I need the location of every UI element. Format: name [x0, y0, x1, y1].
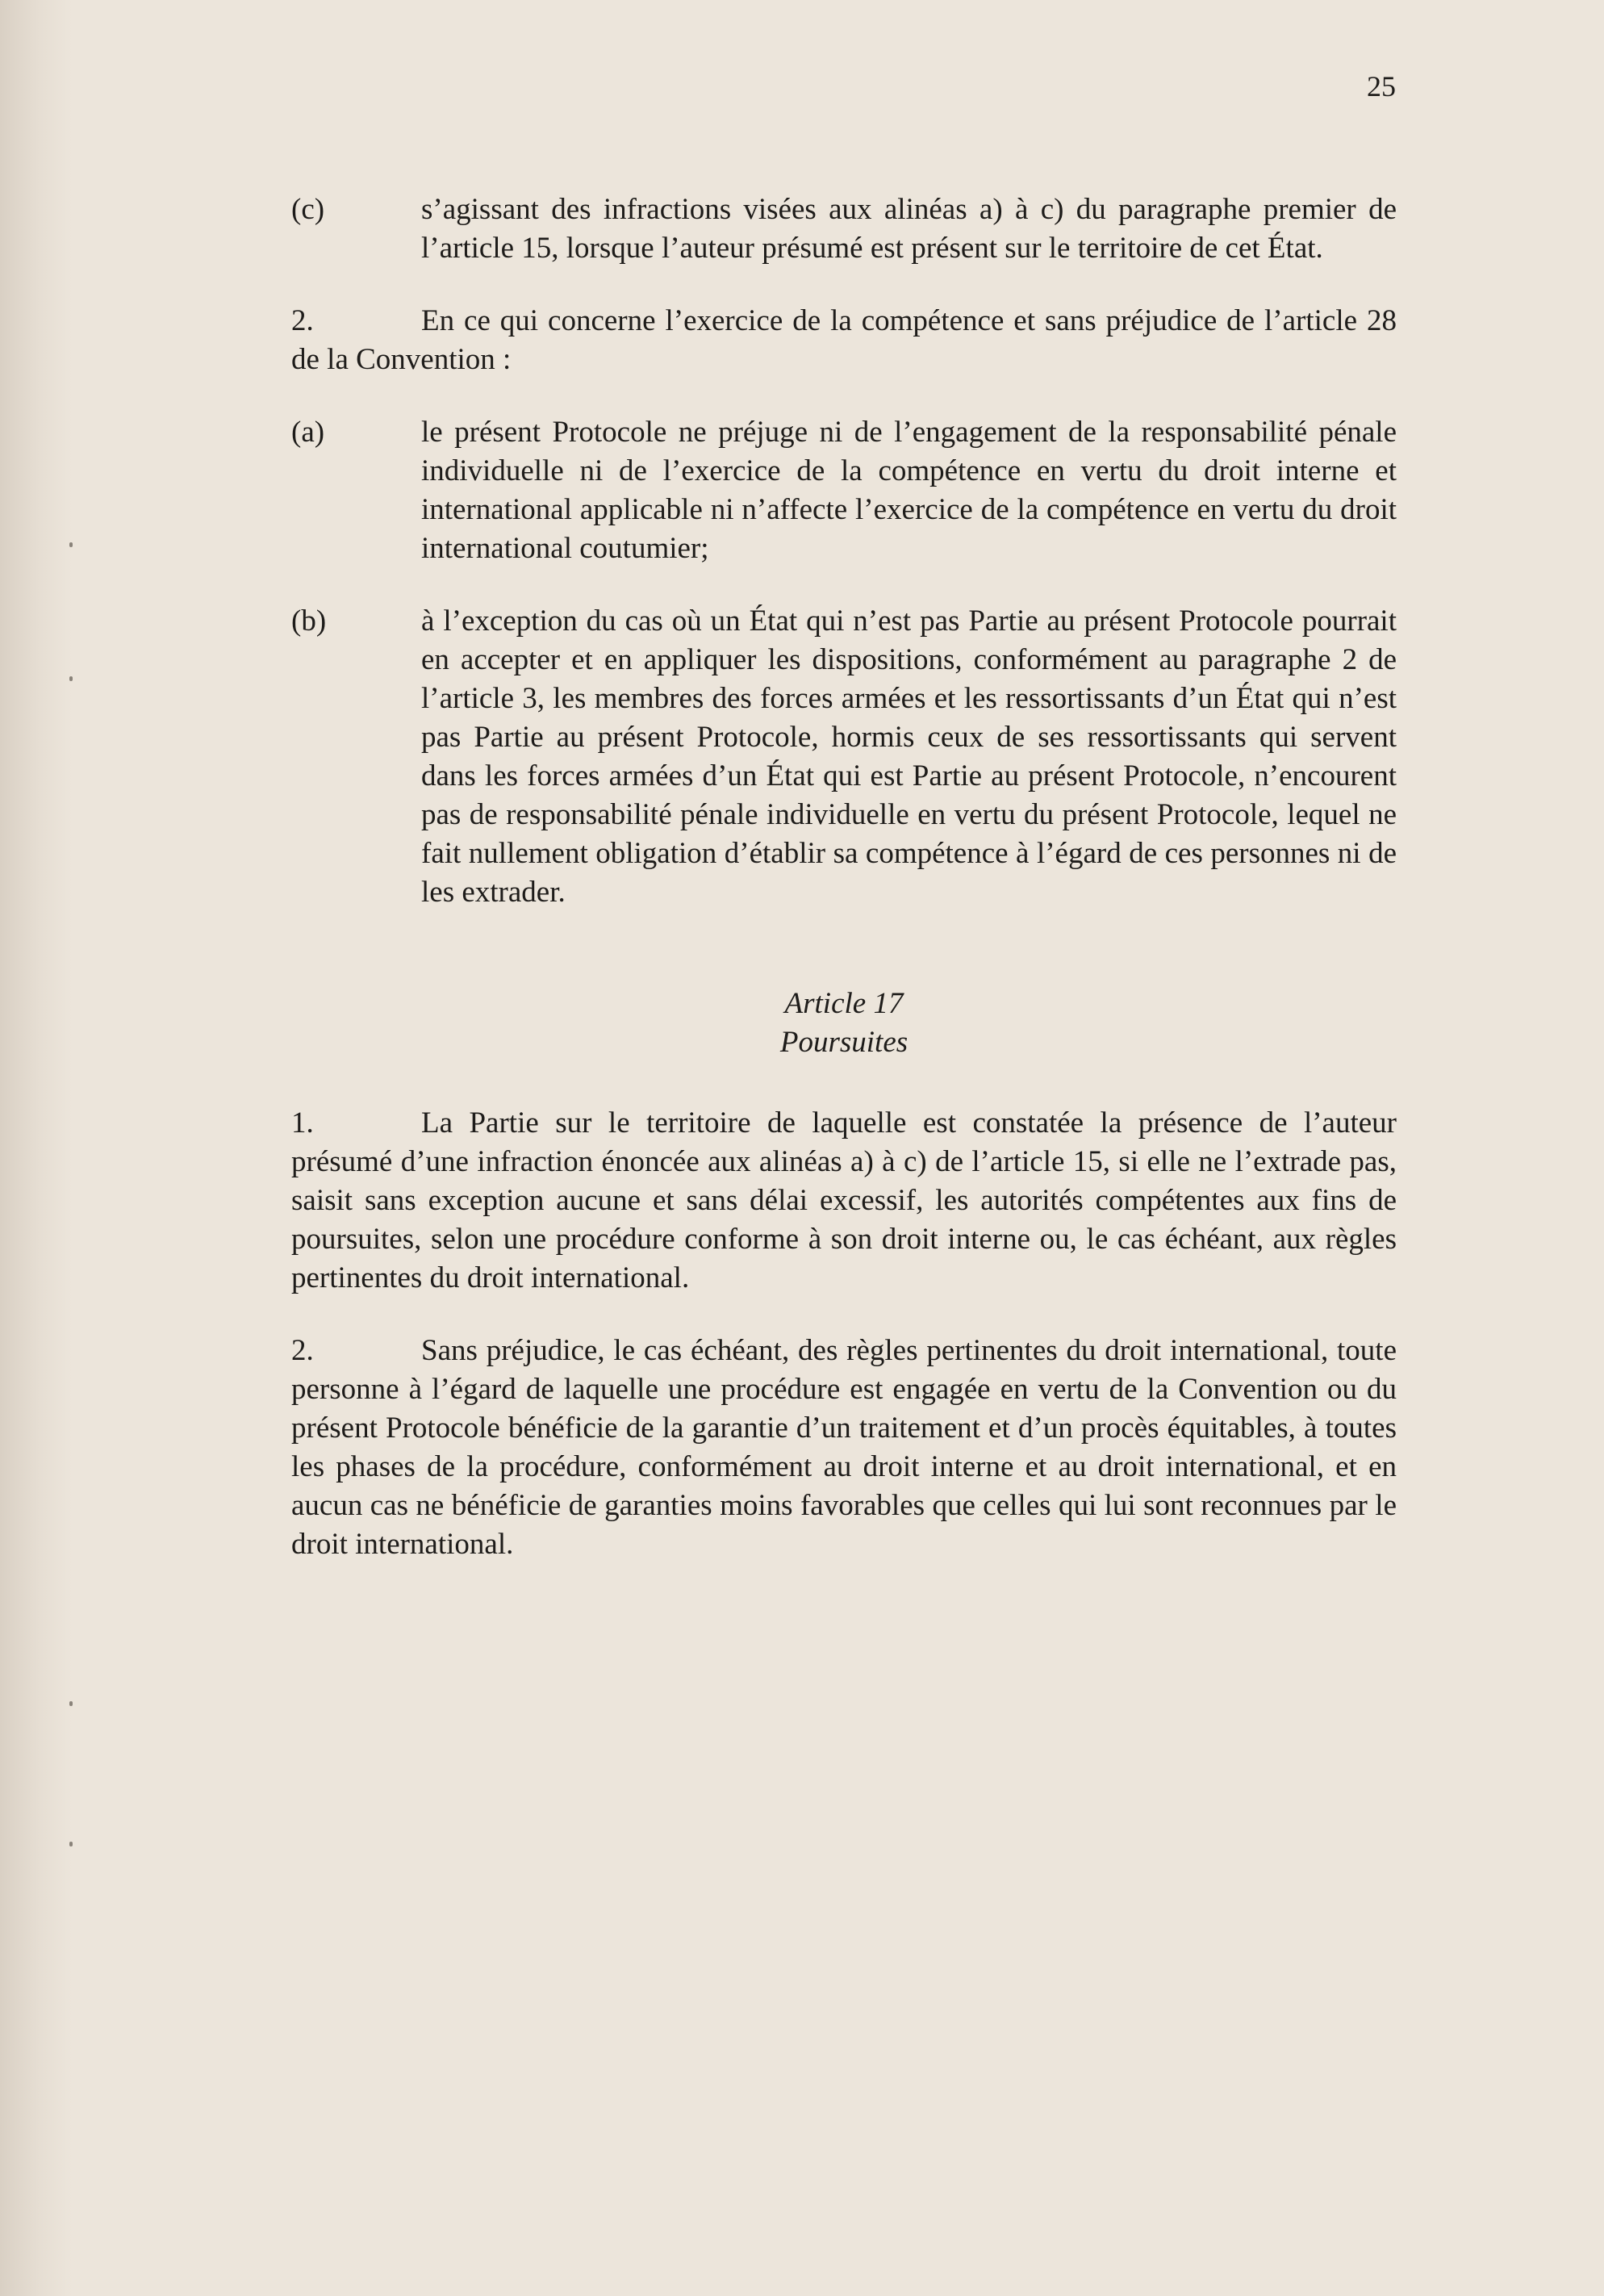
paragraph-text: La Partie sur le territoire de laquelle est constatée la présence de l’auteur présumé d’une infraction énoncée aux alinéas a) à c) de l’article 15, si elle ne l’extrade pas, saisit sans exception aucune et sans délai excessif, les autorités compétentes aux fins de poursuites, selon une procédure conforme à son droit interne ou, le cas échéant, aux règles pertinentes du droit international.	[291, 1106, 1397, 1294]
page-content	[291, 190, 1397, 1564]
paragraph-number: 2.	[291, 304, 314, 337]
binding-mark	[69, 542, 73, 547]
paragraph-2	[291, 302, 1397, 379]
paragraph-text: En ce qui concerne l’exercice de la compétence et sans préjudice de l’article 28 de la Convention :	[291, 304, 1397, 376]
article-17-paragraph-2	[291, 1332, 1397, 1564]
paragraph-number: 1.	[291, 1106, 314, 1140]
binding-mark	[69, 1701, 73, 1706]
paragraph-number: 2.	[291, 1334, 314, 1367]
item-a	[291, 413, 1397, 568]
binding-mark	[69, 1842, 73, 1846]
article-heading: Article 17	[784, 987, 904, 1020]
paragraph-text: Sans préjudice, le cas échéant, des règles pertinentes du droit international, toute personne à l’égard de laquelle une procédure est engagée en vertu de la Convention ou du présent Protocole bénéficie de la garantie d’un traitement et d’un procès équitables, à toutes les phases de la procédure, conformément au droit interne et au droit international, et en aucun cas ne bénéficie de garanties moins favorables que celles qui lui sont reconnues par le droit international.	[291, 1334, 1397, 1561]
item-text: à l’exception du cas où un État qui n’est pas Partie au présent Protocole pourrait en accepter et en appliquer les dispositions, conformément au paragraphe 2 de l’article 3, les membres des forces armées et les ressortissants d’un État qui n’est pas Partie au présent Protocole, hormis ceux de ses ressortissants qui servent dans les forces armées d’un État qui est Partie au présent Protocole, n’encourent pas de responsabilité pénale individuelle en vertu du présent Protocole, lequel ne fait nullement obligation d’établir sa compétence à l’égard de ces personnes ni de les extrader.	[421, 604, 1397, 909]
article-subheading: Poursuites	[779, 1026, 909, 1059]
item-label: (c)	[291, 193, 325, 226]
item-text: s’agissant des infractions visées aux alinéas a) à c) du paragraphe premier de l’article 15, lorsque l’auteur présumé est présent sur le territoire de cet État.	[421, 193, 1397, 265]
item-label: (b)	[291, 604, 327, 638]
article-17-paragraph-1	[291, 1104, 1397, 1298]
item-c	[291, 190, 1397, 268]
binding-edge	[0, 0, 73, 2296]
binding-mark	[69, 676, 73, 681]
item-label: (a)	[291, 416, 325, 449]
item-b	[291, 602, 1397, 912]
page-number: 25	[1367, 70, 1396, 102]
item-text: le présent Protocole ne préjuge ni de l’engagement de la responsabilité pénale individuelle ni de l’exercice de la compétence en vertu du droit interne et international applicable ni n’affecte l’exercice de la compétence en vertu du droit international coutumier;	[421, 416, 1397, 565]
